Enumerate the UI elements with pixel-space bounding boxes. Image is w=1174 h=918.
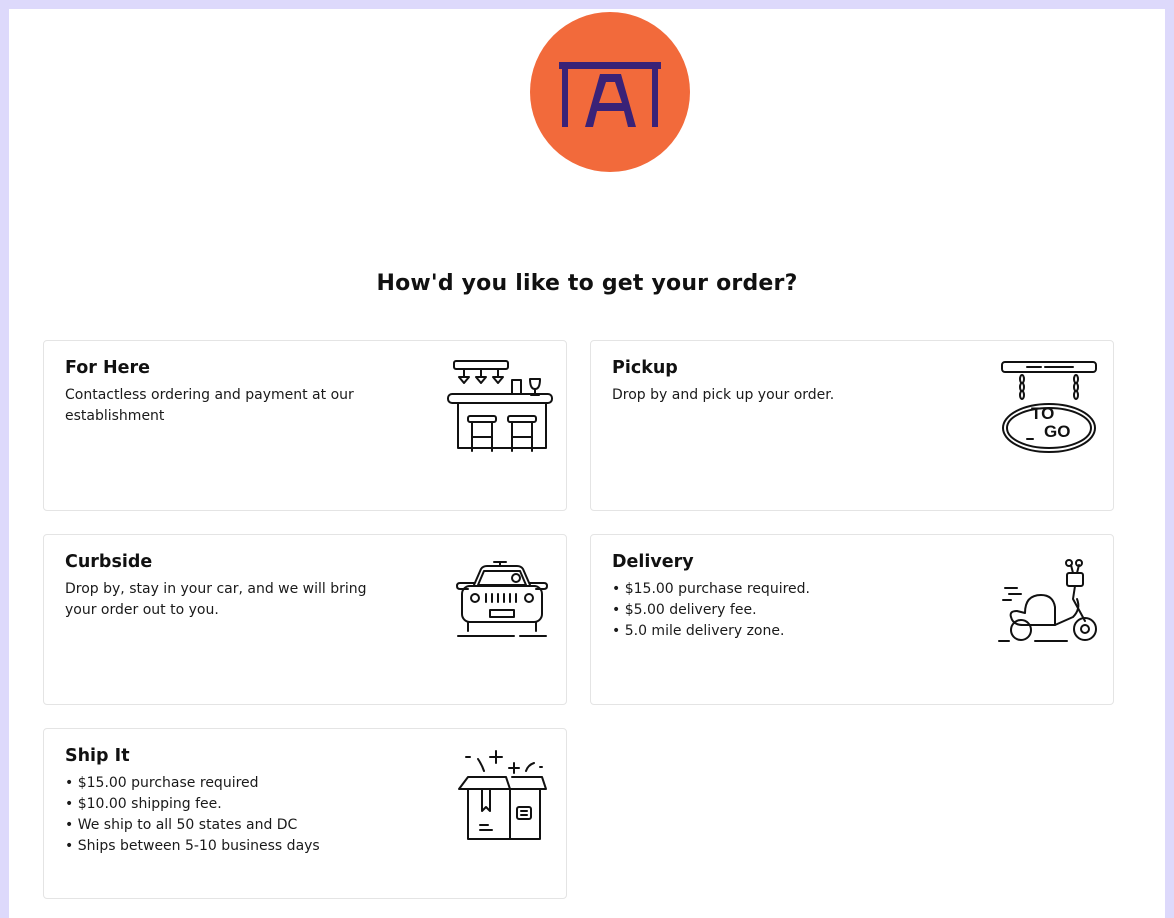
option-card-curbside[interactable] xyxy=(43,534,567,705)
list-item: • $15.00 purchase required xyxy=(65,773,395,794)
logo-mark-icon xyxy=(530,12,690,172)
sign-text-line1: TO xyxy=(1031,404,1055,423)
to-go-sign-icon xyxy=(999,359,1099,455)
option-description: Drop by and pick up your order. xyxy=(612,387,835,403)
list-item: • $10.00 shipping fee. xyxy=(65,794,395,815)
list-item: • Ships between 5-10 business days xyxy=(65,836,395,857)
option-bullets xyxy=(65,773,395,857)
open-box-icon xyxy=(456,749,548,845)
list-item: • $5.00 delivery fee. xyxy=(612,600,942,621)
option-bullets xyxy=(612,579,942,642)
scooter-icon xyxy=(997,559,1101,645)
page-title: How'd you like to get your order? xyxy=(376,271,798,296)
option-card-pickup[interactable] xyxy=(590,340,1114,511)
option-title: For Here xyxy=(65,358,151,378)
option-title: Pickup xyxy=(612,358,678,378)
list-item: • $15.00 purchase required. xyxy=(612,579,942,600)
option-title: Ship It xyxy=(65,746,130,766)
option-card-ship-it[interactable] xyxy=(43,728,567,899)
option-card-delivery[interactable] xyxy=(590,534,1114,705)
option-card-for-here[interactable] xyxy=(43,340,567,511)
page-frame xyxy=(9,9,1165,918)
car-icon xyxy=(454,559,550,641)
brand-logo xyxy=(530,12,690,172)
bar-counter-icon xyxy=(446,359,558,455)
option-title: Curbside xyxy=(65,552,153,572)
option-description: Contactless ordering and payment at our establishment xyxy=(65,387,354,424)
option-title: Delivery xyxy=(612,552,694,572)
list-item: • We ship to all 50 states and DC xyxy=(65,815,395,836)
option-description: Drop by, stay in your car, and we will bring your order out to you. xyxy=(65,581,367,618)
sign-text-line2: GO xyxy=(1044,422,1071,441)
list-item: • 5.0 mile delivery zone. xyxy=(612,621,942,642)
